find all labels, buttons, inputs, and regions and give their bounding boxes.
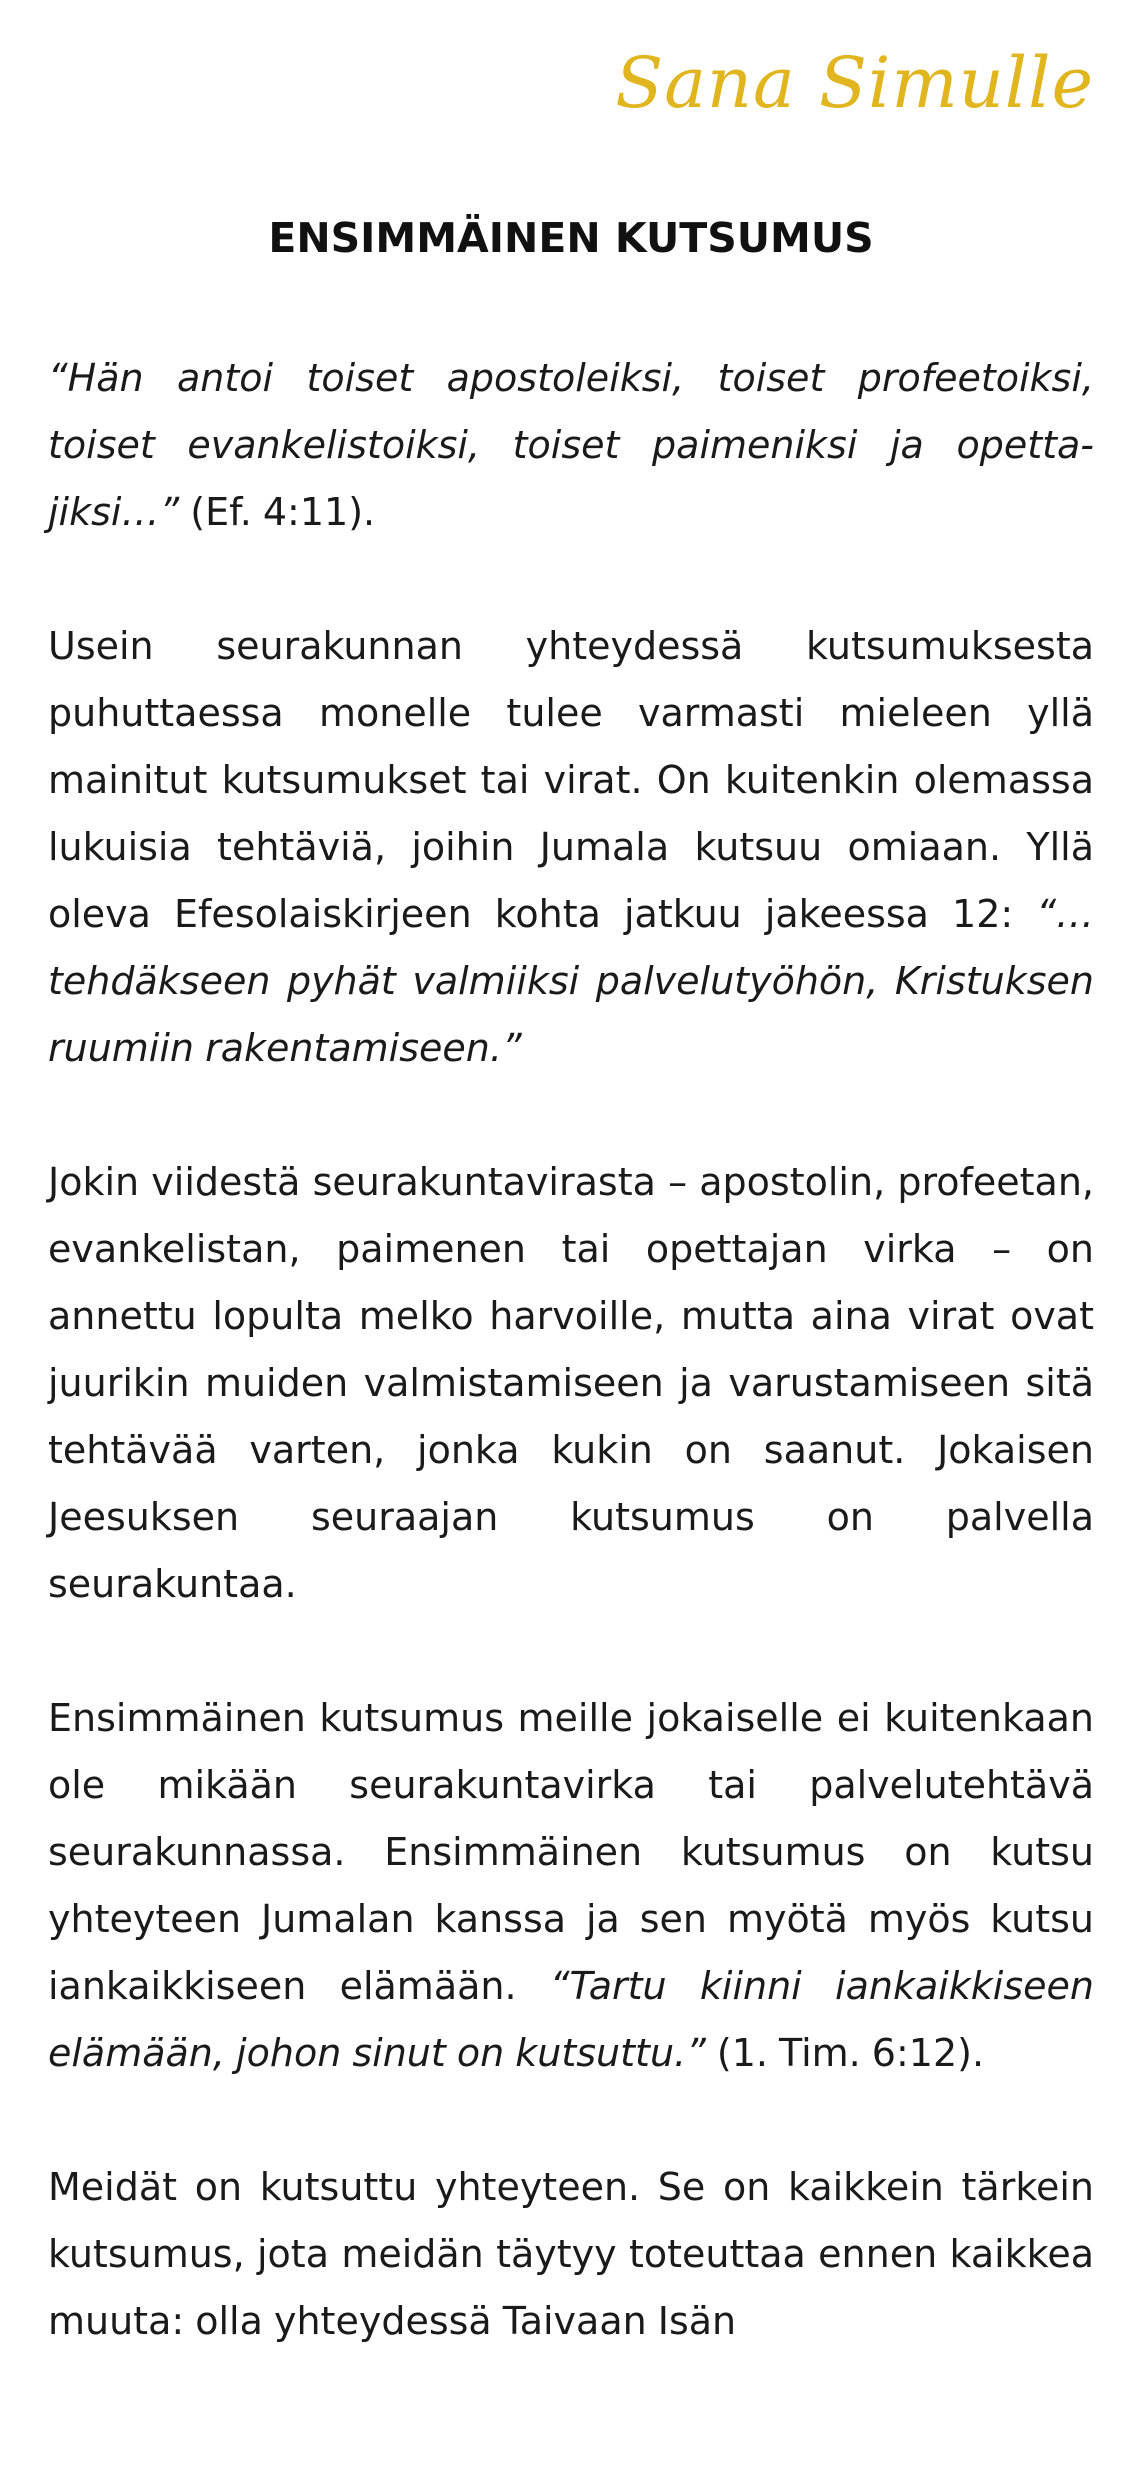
paragraph-5 xyxy=(48,2154,1094,2355)
scripture-quote: “Tartu kiinni iankaikkiseen elämään, johon sinut on kutsuttu.” xyxy=(48,1964,1094,2075)
paragraph-text: Jokin viidestä seurakuntavirasta – apostolin, profeetan, evankelistan, paimenen tai opettajan virka – on annettu lopulta melko harvoille, mutta aina virat ovat juurikin muiden valmistamiseen ja varustamiseen sitä tehtävää varten, jonka kukin on saanut. Jokaisen Jeesuksen seuraajan kutsumus on palvella seurakuntaa. xyxy=(48,1160,1094,1606)
paragraph-2 xyxy=(48,613,1094,1082)
article-body xyxy=(48,345,1094,2355)
scripture-quote: “…tehdäkseen pyhät valmiiksi palvelutyöhön, Kristuksen ruumiin rakentamiseen.” xyxy=(48,892,1094,1070)
paragraph-text: Meidät on kutsuttu yhteyteen. Se on kaikkein tärkein kutsumus, jota meidän täytyy toteuttaa ennen kaikkea muuta: olla yhteydessä Taivaan Isän xyxy=(48,2165,1094,2343)
paragraph-text: Usein seurakunnan yhteydessä kutsumuksesta puhuttaessa monelle tulee varmasti mieleen yllä mainitut kutsumukset tai virat. On kuitenkin olemassa lukuisia tehtäviä, joihin Jumala kutsuu omiaan. Yllä oleva Efesolaiskirjeen kohta jatkuu jakeessa 12: xyxy=(48,624,1094,936)
brand-logo: Sana Simulle xyxy=(615,42,1094,124)
page-title: ENSIMMÄINEN KUTSUMUS xyxy=(268,214,874,262)
paragraph-4 xyxy=(48,1685,1094,2087)
paragraph-1 xyxy=(48,345,1094,546)
paragraph-text: Ensimmäinen kutsumus meille jokaiselle ei kuitenkaan ole mikään seurakuntavirka tai palvelutehtävä seurakunnassa. Ensimmäinen kutsumus on kutsu yhteyteen Jumalan kanssa ja sen myötä myös kutsu iankaikkiseen elämään. xyxy=(48,1696,1094,2008)
scripture-quote: “Hän antoi toiset apostoleiksi, toiset profeetoiksi, toiset evankelistoiksi, toiset paimeniksi ja opettajiksi…” xyxy=(48,356,1094,534)
paragraph-3 xyxy=(48,1149,1094,1618)
scripture-reference: (1. Tim. 6:12). xyxy=(705,2031,985,2075)
scripture-reference: (Ef. 4:11). xyxy=(179,490,376,534)
